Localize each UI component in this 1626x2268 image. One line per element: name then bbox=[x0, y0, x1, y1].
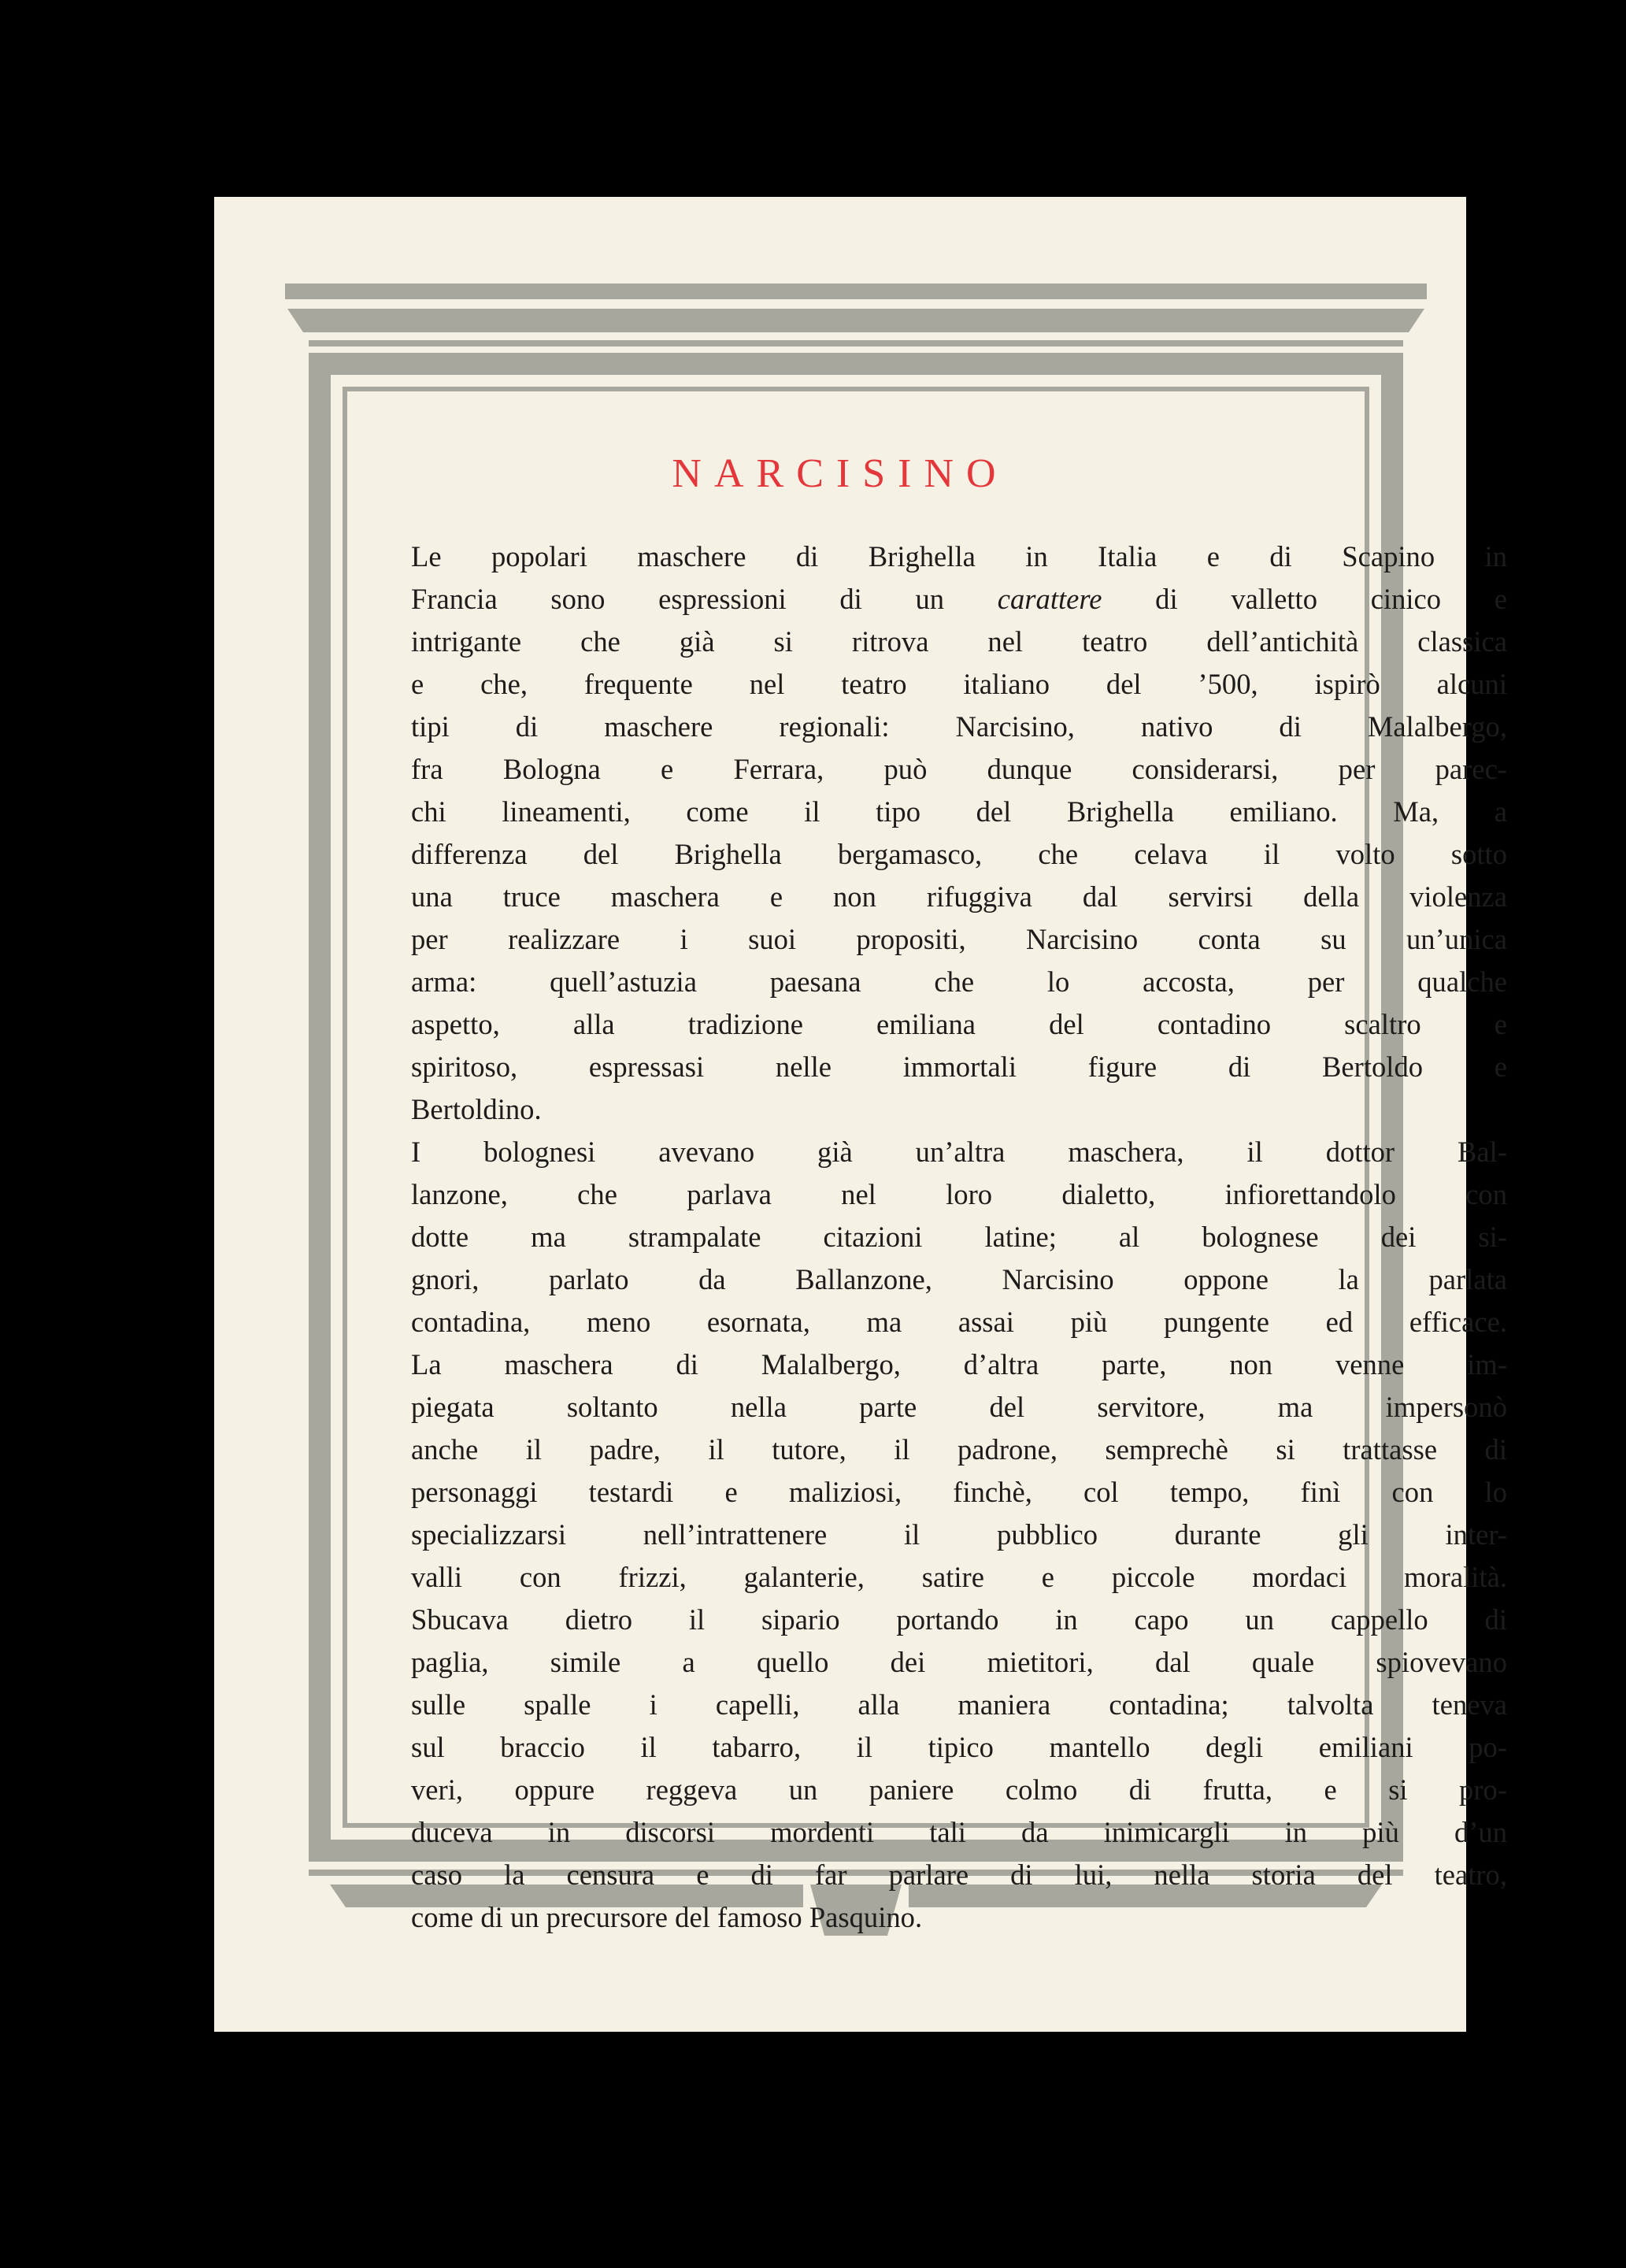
text-line: aspetto, alla tradizione emiliana del contadino scaltro e bbox=[411, 1008, 1507, 1040]
text-line: sulle spalle i capelli, alla maniera contadina; talvolta teneva bbox=[411, 1688, 1507, 1721]
text-line: anche il padre, il tutore, il padrone, semprechè si trattasse di bbox=[411, 1433, 1507, 1466]
text-line: Sbucava dietro il sipario portando in capo un cappello di bbox=[411, 1603, 1507, 1636]
text-line: arma: quell’astuzia paesana che lo accosta, per qualche bbox=[411, 965, 1507, 998]
cornice-top-band bbox=[287, 309, 1424, 332]
text-line: contadina, meno esornata, ma assai più pungente ed efficace. bbox=[411, 1306, 1507, 1338]
text-line: gnori, parlato da Ballanzone, Narcisino oppone la parlata bbox=[411, 1263, 1507, 1295]
card bbox=[214, 197, 1507, 2032]
text-line: dotte ma strampalate citazioni latine; al bolognese dei si- bbox=[411, 1221, 1507, 1253]
text-line: duceva in discorsi mordenti tali da inimicargli in più d’un bbox=[411, 1816, 1507, 1848]
page-title: NARCISINO bbox=[672, 451, 1009, 496]
cornice-top-thin bbox=[309, 340, 1403, 346]
text-line: personaggi testardi e maliziosi, finchè, col tempo, finì con lo bbox=[411, 1476, 1507, 1508]
text-line: spiritoso, espressasi nelle immortali figure di Bertoldo e bbox=[411, 1051, 1507, 1083]
text-line: intrigante che già si ritrova nel teatro dell’antichità classica bbox=[411, 625, 1507, 658]
text-line: differenza del Brighella bergamasco, che celava il volto sotto bbox=[411, 838, 1507, 870]
text-line: caso la censura e di far parlare di lui, nella storia del teatro, bbox=[411, 1858, 1507, 1891]
text-line: chi lineamenti, come il tipo del Brighella emiliano. Ma, a bbox=[411, 795, 1507, 828]
text-line: e che, frequente nel teatro italiano del ’500, ispirò alcuni bbox=[411, 668, 1507, 700]
italic-word: carattere bbox=[997, 583, 1102, 615]
text-line: piegata soltanto nella parte del servitore, ma impersonò bbox=[411, 1391, 1507, 1423]
text-line: lanzone, che parlava nel loro dialetto, infiorettandolo con bbox=[411, 1178, 1507, 1210]
text-line: valli con frizzi, galanterie, satire e piccole mordaci moralità. bbox=[411, 1561, 1507, 1593]
text-line: come di un precursore del famoso Pasquino. bbox=[411, 1901, 923, 1933]
cornice-top-bar bbox=[285, 284, 1427, 299]
text-line: veri, oppure reggeva un paniere colmo di frutta, e si pro- bbox=[411, 1773, 1507, 1806]
text-line: per realizzare i suoi propositi, Narcisino conta su un’unica bbox=[411, 923, 1507, 955]
text-line: Le popolari maschere di Brighella in Italia e di Scapino in bbox=[411, 540, 1507, 573]
text-line: specializzarsi nell’intrattenere il pubblico durante gli inter- bbox=[411, 1518, 1507, 1551]
text-line: I bolognesi avevano già un’altra maschera, il dottor Bal- bbox=[411, 1136, 1507, 1168]
text-line: fra Bologna e Ferrara, può dunque considerarsi, per parec- bbox=[411, 753, 1507, 785]
text-line-part: Francia sono espressioni di un bbox=[411, 583, 998, 615]
text-line-part: di valletto cinico e bbox=[1102, 583, 1507, 615]
body-text bbox=[411, 536, 1507, 1939]
text-line: La maschera di Malalbergo, d’altra parte, non venne im- bbox=[411, 1348, 1507, 1380]
text-line: una truce maschera e non rifuggiva dal servirsi della violenza bbox=[411, 880, 1507, 913]
text-line: tipi di maschere regionali: Narcisino, nativo di Malalbergo, bbox=[411, 710, 1507, 743]
text-line: sul braccio il tabarro, il tipico mantello degli emiliani po- bbox=[411, 1731, 1507, 1763]
text-line: paglia, simile a quello dei mietitori, dal quale spiovevano bbox=[411, 1646, 1507, 1678]
text-line bbox=[411, 578, 1507, 621]
text-line: Bertoldino. bbox=[411, 1093, 542, 1125]
